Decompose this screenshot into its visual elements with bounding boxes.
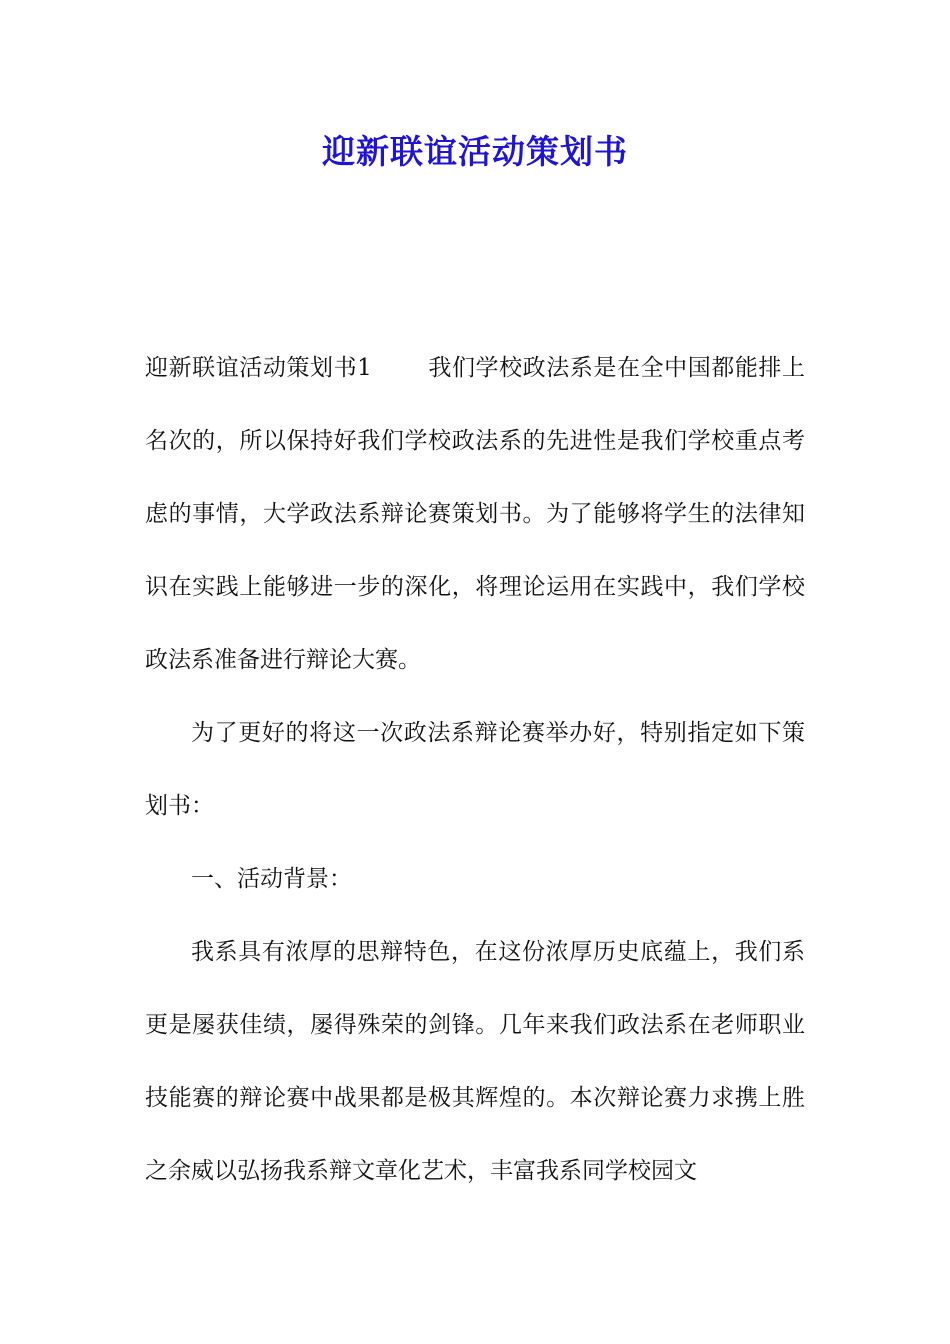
paragraph-lead: 迎新联谊活动策划书1 (145, 355, 372, 381)
document-title: 迎新联谊活动策划书 (322, 132, 628, 171)
document-body (145, 332, 805, 1208)
paragraph-intro (145, 332, 805, 697)
paragraph-purpose: 为了更好的将这一次政法系辩论赛举办好，特别指定如下策划书： (145, 720, 805, 819)
paragraph-text: 我们学校政法系是在全中国都能排上名次的，所以保持好我们学校政法系的先进性是我们学校重点考虑的事情，大学政法系辩论赛策划书。为了能够将学生的法律知识在实践上能够进一步的深化，将理论运用在实践中，我们学校政法系准备进行辩论大赛。 (145, 355, 806, 673)
paragraph-background: 我系具有浓厚的思辩特色，在这份浓厚历史底蕴上，我们系更是屡获佳绩，屡得殊荣的剑锋。几年来我们政法系在老师职业技能赛的辩论赛中战果都是极其辉煌的。本次辩论赛力求携上胜之余威以弘扬我系辩文章化艺术，丰富我系同学校园文 (145, 939, 805, 1184)
section-heading-background: 一、活动背景： (191, 866, 352, 892)
